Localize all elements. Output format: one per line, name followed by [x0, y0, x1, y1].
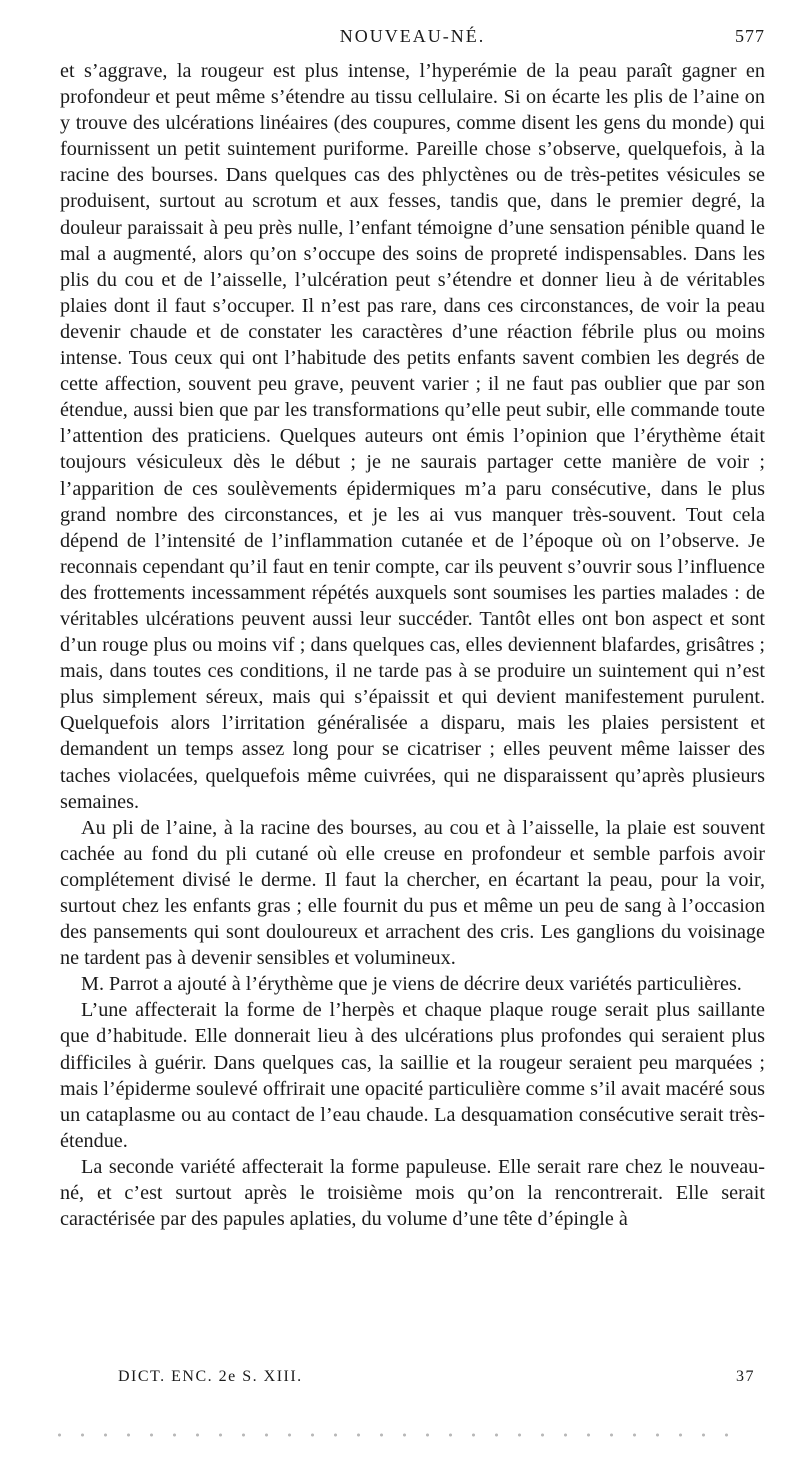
- signature-mark: DICT. ENC. 2e S. XIII.: [118, 1368, 303, 1385]
- paragraph: Au pli de l’aine, à la racine des bourses, au cou et à l’aisselle, la plaie est souvent cachée au fond du pli cutané où elle creuse en profondeur et semble parfois avoir complétement divisé le derme. Il faut la chercher, en écartant la peau, pour la voir, surtout chez les enfants gras ; elle fournit du pus et même un peu de sang à l’occasion des pansements qui sont douloureux et arrachent des cris. Les ganglions du voisinage ne tardent pas à devenir sensibles et volumineux.: [60, 816, 765, 970]
- paragraph-continued: et s’aggrave, la rougeur est plus intense, l’hyperémie de la peau paraît gagner en profondeur et peut même s’étendre au tissu cellulaire. Si on écarte les plis de l’aine on y trouve des ulcérations linéaires (des coupures, comme disent les gens du monde) qui fournissent un petit suintement puriforme. Pareille chose s’observe, quelquefois, à la racine des bourses. Dans quelques cas des phlyctènes ou de très-petites vésicules se produisent, surtout au scrotum et aux fesses, tandis que, dans le premier degré, la douleur paraissait à peu près nulle, l’enfant témoigne d’une sensation pénible quand le mal a augmenté, alors qu’on s’occupe des soins de propreté indispensables. Dans les plis du cou et de l’aisselle, l’ulcération peut s’étendre et donner lieu à de véritables plaies dont il faut s’occuper. Il n’est pas rare, dans ces circonstances, de voir la peau devenir chaude et de constater les caractères d’une réaction fébrile plus ou moins intense. Tous ceux qui ont l’habitude des petits enfants savent combien les degrés de cette affection, souvent peu grave, peuvent varier ; il ne faut pas oublier que par son étendue, aussi bien que par les transformations qu’elle peut subir, elle commande toute l’attention des praticiens. Quelques auteurs ont émis l’opinion que l’érythème était toujours vésiculeux dès le début ; je ne saurais partager cette manière de voir ; l’apparition de ces soulèvements épidermiques m’a paru consécutive, dans le plus grand nombre des circonstances, et je les ai vus manquer très-souvent. Tout cela dépend de l’intensité de l’inflammation cutanée et de l’époque où on l’observe. Je reconnais cependant qu’il faut en tenir compte, car ils peuvent s’ouvrir sous l’influence des frottements incessamment répétés auxquels sont soumises les parties malades : de véritables ulcérations peuvent aussi leur succéder. Tantôt elles ont bon aspect et sont d’un rouge plus ou moins vif ; dans quelques cas, elles deviennent blafardes, grisâtres ; mais, dans toutes ces conditions, il ne tarde pas à se produire un suintement qui n’est plus simplement séreux, mais qui s’épaissit et qui devient manifestement purulent. Quelquefois alors l’irritation généralisée a disparu, mais les plaies persistent et demandent un temps assez long pour se cicatriser ; elles peuvent même laisser des taches violacées, quelquefois même cuivrées, qui ne disparaissent qu’après plusieurs semaines.: [60, 60, 765, 813]
- running-title: NOUVEAU-NÉ.: [339, 26, 486, 46]
- paragraph: L’une affecterait la forme de l’herpès et chaque plaque rouge serait plus saillante que d’habitude. Elle donnerait lieu à des ulcérations plus profondes qui seraient plus difficiles à guérir. Dans quelques cas, la saillie et la rougeur seraient peu marquées ; mais l’épiderme soulevé offrirait une opacité particulière comme s’il avait macéré sous un cataplasme ou au contact de l’eau chaude. La desquamation consécutive serait très-étendue.: [60, 999, 765, 1152]
- signature-line: [118, 1368, 763, 1394]
- paragraph: M. Parrot a ajouté à l’érythème que je viens de décrire deux variétés particulières.: [81, 973, 742, 996]
- paragraph: La seconde variété affecterait la forme papuleuse. Elle serait rare chez le nouveau-né, et c’est surtout après le troisième mois qu’on la rencontrerait. Elle serait caractérisée par des papules aplaties, du volume d’une tête d’épingle à: [60, 1155, 765, 1231]
- signature-number: 37: [736, 1368, 755, 1385]
- page-number: 577: [735, 26, 765, 46]
- show-through-text: [48, 1432, 748, 1438]
- body-text: [60, 58, 765, 1232]
- running-head: [60, 26, 765, 54]
